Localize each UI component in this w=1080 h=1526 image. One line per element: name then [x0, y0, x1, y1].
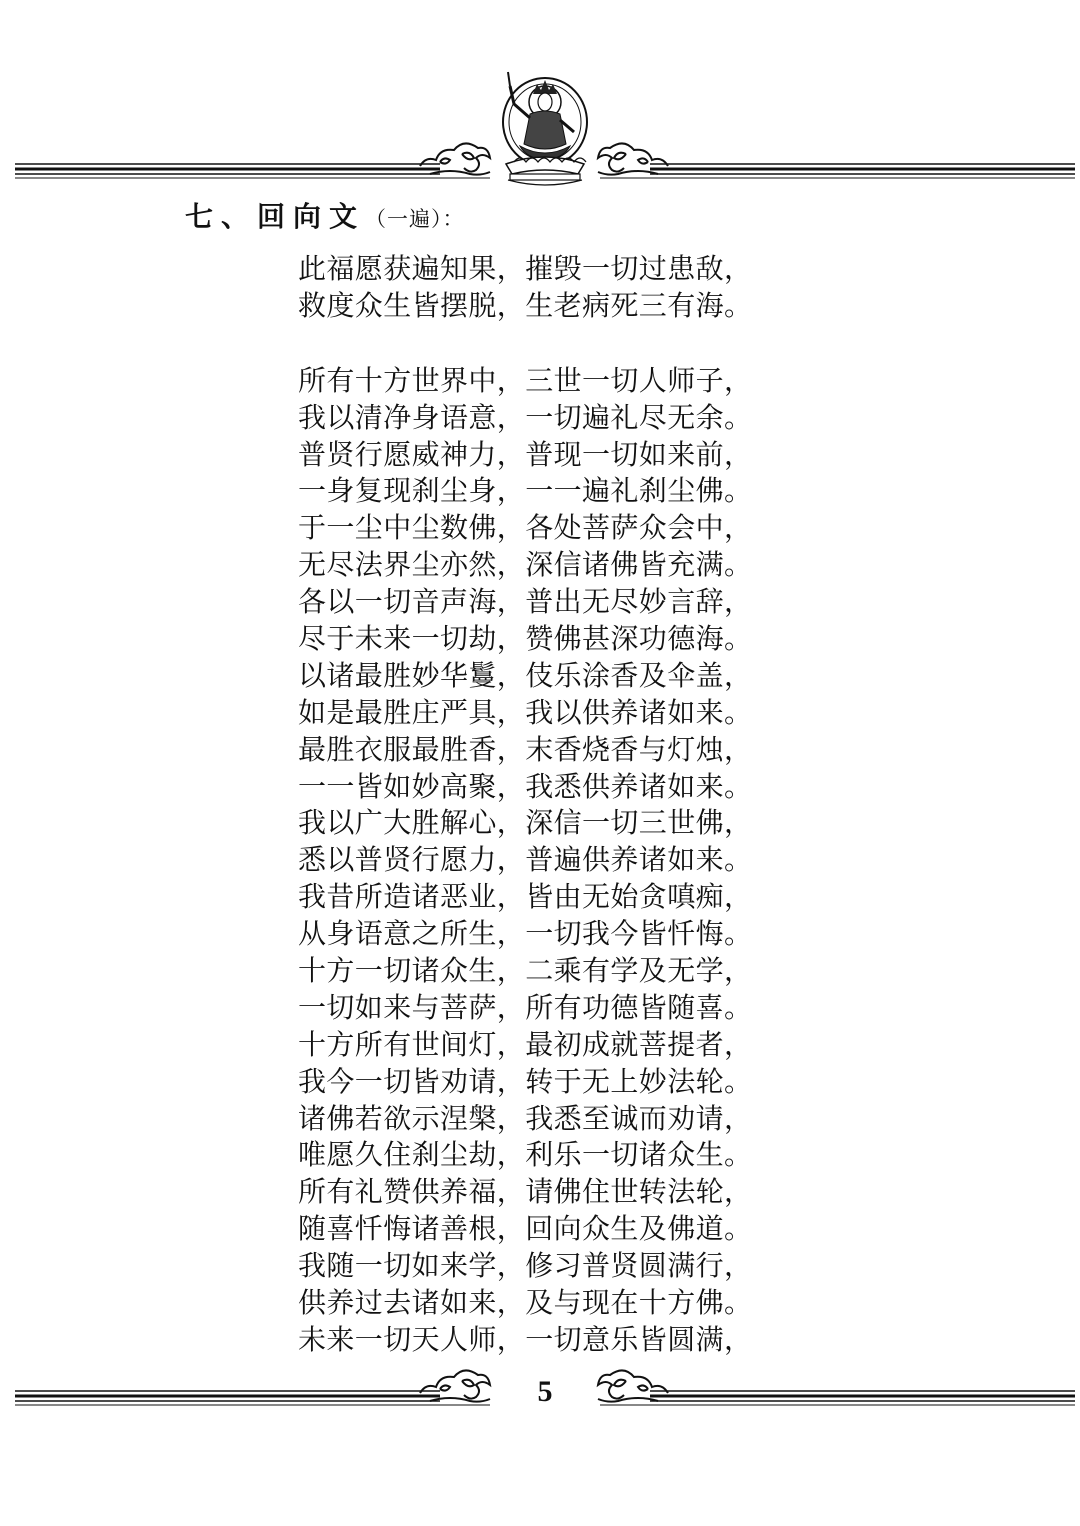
verse-line: 一切如来与菩萨，所有功德皆随喜。 [298, 990, 753, 1024]
header-rule-left [15, 164, 490, 178]
verse-block [298, 251, 798, 1359]
verse-line: 十方一切诸众生，二乘有学及无学， [298, 954, 753, 988]
verse-line: 各以一切音声海，普出无尽妙言辞， [298, 585, 753, 619]
stanza-2 [298, 363, 798, 1359]
section-title-text: 七、回向文 [185, 200, 366, 233]
header-rule-right [600, 164, 1075, 178]
verse-line: 诸佛若欲示涅槃，我悉至诚而劝请， [298, 1101, 753, 1135]
verse-line: 以诸最胜妙华鬘，伎乐涂香及伞盖， [298, 658, 753, 692]
verse-line: 如是最胜庄严具，我以供养诸如来。 [298, 695, 753, 729]
verse-line: 我以广大胜解心，深信一切三世佛， [298, 806, 753, 840]
stanza-1 [298, 251, 798, 325]
verse-line: 我以清净身语意，一切遍礼尽无余。 [298, 400, 753, 434]
footer-rule-right [600, 1391, 1075, 1405]
section-title-note: （一遍）： [365, 207, 465, 231]
section-title [185, 195, 465, 241]
verse-line: 未来一切天人师，一切意乐皆圆满， [298, 1322, 753, 1356]
verse-line: 于一尘中尘数佛，各处菩萨众会中， [298, 511, 753, 545]
verse-line: 随喜忏悔诸善根，回向众生及佛道。 [298, 1212, 753, 1246]
verse-line: 无尽法界尘亦然，深信诸佛皆充满。 [298, 548, 753, 582]
verse-line: 所有礼赞供养福，请佛住世转法轮， [298, 1175, 753, 1209]
deity-figure-icon [503, 72, 587, 185]
verse-line: 最胜衣服最胜香，末香烧香与灯烛， [298, 732, 753, 766]
verse-line: 尽于未来一切劫，赞佛甚深功德海。 [298, 622, 753, 656]
page-number: 5 [537, 1375, 553, 1408]
verse-line: 十方所有世间灯，最初成就菩提者， [298, 1027, 753, 1061]
verse-line: 一身复现刹尘身，一一遍礼刹尘佛。 [298, 474, 753, 508]
verse-line: 唯愿久住刹尘劫，利乐一切诸众生。 [298, 1138, 753, 1172]
verse-line: 我昔所造诸恶业，皆由无始贪嗔痴， [298, 880, 753, 914]
verse-line: 救度众生皆摆脱，生老病死三有海。 [298, 288, 753, 322]
verse-line: 供养过去诸如来，及与现在十方佛。 [298, 1286, 753, 1320]
verse-line: 此福愿获遍知果，摧毁一切过患敌， [298, 252, 753, 285]
header-ornament [0, 70, 1080, 200]
verse-line: 我随一切如来学，修习普贤圆满行， [298, 1249, 753, 1283]
verse-line: 所有十方世界中，三世一切人师子， [298, 363, 753, 397]
verse-line: 我今一切皆劝请，转于无上妙法轮。 [298, 1064, 753, 1098]
verse-line: 一一皆如妙高聚，我悉供养诸如来。 [298, 769, 753, 803]
verse-line: 悉以普贤行愿力，普遍供养诸如来。 [298, 843, 753, 877]
footer-rule-left [15, 1391, 490, 1405]
verse-line: 从身语意之所生，一切我今皆忏悔。 [298, 917, 753, 951]
verse-line: 普贤行愿威神力，普现一切如来前， [298, 437, 753, 471]
